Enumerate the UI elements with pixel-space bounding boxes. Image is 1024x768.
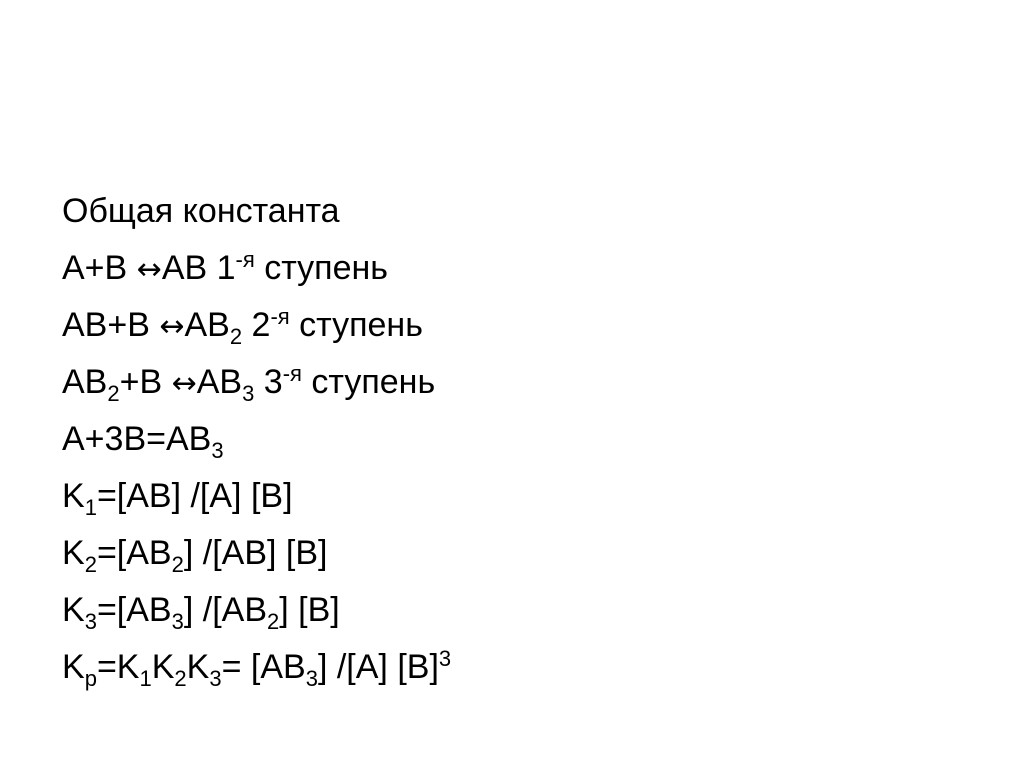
- text-run: =[AB] /[A] [B]: [96, 477, 293, 515]
- text-run: ] /[AB: [183, 591, 267, 629]
- text-run: AB: [184, 306, 230, 344]
- line-general-constant-heading: [62, 185, 962, 242]
- superscript: -я: [282, 361, 302, 386]
- line-step-2-equation: [62, 299, 962, 356]
- text-run: ступень: [301, 363, 436, 401]
- text-run: A+3B=AB: [62, 420, 212, 458]
- superscript: 3: [438, 646, 452, 671]
- text-run: ] /[A] [B]: [317, 648, 439, 686]
- superscript: -я: [235, 247, 255, 272]
- subscript: 2: [229, 324, 243, 349]
- line-step-3-equation: [62, 356, 962, 413]
- text-run: AB: [62, 363, 108, 401]
- subscript: 3: [305, 666, 318, 691]
- line-overall-equation: [62, 413, 962, 470]
- subscript: 3: [211, 438, 224, 463]
- text-run: = [AB: [221, 648, 306, 686]
- subscript: 1: [84, 495, 97, 520]
- line-k2-expression: [62, 527, 962, 584]
- text-run: AB 1: [161, 249, 236, 287]
- text-run: 3: [254, 363, 283, 401]
- subscript: 3: [209, 666, 222, 691]
- subscript: p: [84, 666, 97, 691]
- text-run: K: [186, 648, 210, 686]
- equilibrium-arrow-icon: ↔: [171, 366, 197, 401]
- text-run: K: [62, 648, 85, 686]
- subscript: 3: [242, 381, 255, 406]
- subscript: 1: [139, 666, 152, 691]
- text-run: +B: [119, 363, 172, 401]
- subscript: 3: [171, 609, 184, 634]
- text-run: K: [62, 534, 85, 572]
- text-run: A+B: [62, 249, 137, 287]
- text-run: =[AB: [96, 534, 172, 572]
- equilibrium-arrow-icon: ↔: [159, 309, 185, 344]
- subscript: 3: [84, 609, 97, 634]
- text-run: ступень: [254, 249, 388, 287]
- text-run: ] [B]: [279, 591, 340, 629]
- line-k3-expression: [62, 584, 962, 641]
- text-run: Общая константа: [62, 192, 340, 230]
- line-step-1-equation: [62, 242, 962, 299]
- text-run: K: [62, 477, 85, 515]
- equilibrium-arrow-icon: ↔: [136, 252, 162, 287]
- text-run: =K: [96, 648, 140, 686]
- text-run: AB: [196, 363, 243, 401]
- text-run: K: [151, 648, 175, 686]
- slide-body: [62, 185, 962, 698]
- text-run: ] /[AB] [B]: [183, 534, 328, 572]
- subscript: 2: [107, 381, 120, 406]
- subscript: 2: [267, 609, 280, 634]
- subscript: 2: [171, 552, 184, 577]
- subscript: 2: [84, 552, 97, 577]
- superscript: -я: [270, 304, 290, 329]
- text-run: ступень: [289, 306, 423, 344]
- line-k1-expression: [62, 470, 962, 527]
- line-kp-expression: [62, 641, 962, 698]
- text-run: =[AB: [96, 591, 172, 629]
- text-run: K: [62, 591, 85, 629]
- subscript: 2: [174, 666, 187, 691]
- text-run: AB+B: [62, 306, 160, 344]
- text-run: 2: [242, 306, 271, 344]
